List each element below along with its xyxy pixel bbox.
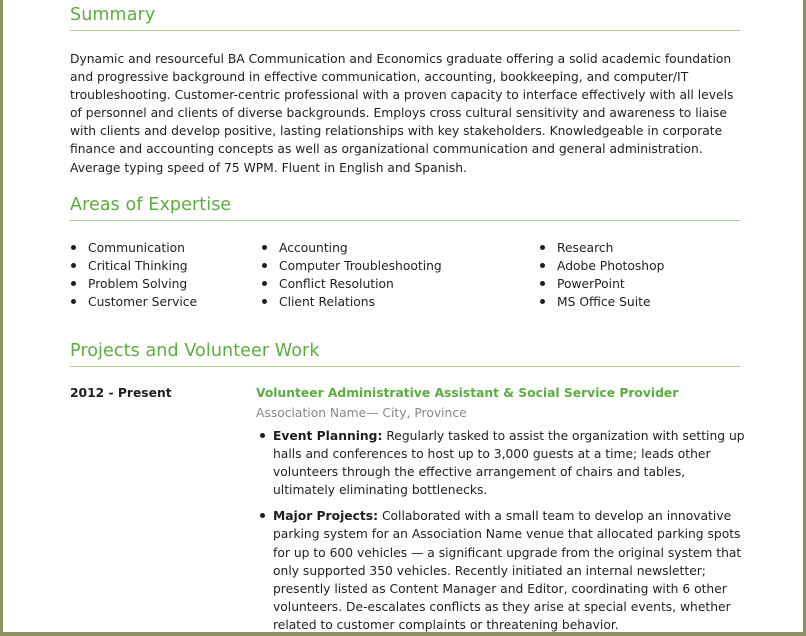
expertise-item: Research [539, 239, 664, 257]
expertise-item: Customer Service [70, 293, 197, 311]
bullet-label: Major Projects: [273, 509, 379, 524]
projects-heading: Projects and Volunteer Work [70, 341, 740, 367]
bullet-text: Collaborated with a small team to develop an innovative parking system for an Association Name venue that allocated parking spots for up to 600 vehicles — a significant upgrade from the original system that only supported 350 vehicles. Recently initiated an internal newsletter; presently listed as Content Manager and Editor, coordinating with 6 other volunteers. De-escalates conflicts as they arise at special events, whether related to customer complaints or threatening behavior. [273, 509, 742, 632]
expertise-item: Conflict Resolution [261, 275, 442, 293]
expertise-item: MS Office Suite [539, 293, 664, 311]
expertise-item: Critical Thinking [70, 257, 197, 275]
summary-heading: Summary [70, 5, 740, 31]
expertise-item: Client Relations [261, 293, 442, 311]
bullet-text: Regularly tasked to assist the organization with setting up halls and conferences to host up to 3,000 guests at a time; leads other volunteers through the effective arrangement of chairs and tables, ultimately eliminating bottlenecks. [273, 429, 745, 498]
expertise-item: Communication [70, 239, 197, 257]
summary-paragraph: Dynamic and resourceful BA Communication and Economics graduate offering a solid academic foundation and progressive background in effective communication, accounting, bookkeeping, and computer/IT troubleshooting. Customer-centric professional with a proven capacity to interface effectively with all levels of personnel and clients of diverse backgrounds. Employs cross cultural sensitivity and awareness to liaise with clients and develop positive, lasting relationships with key stakeholders. Knowledgeable in corporate finance and accounting concepts as well as organizational communication and general administration. Average typing speed of 75 WPM. Fluent in English and Spanish. [70, 52, 734, 175]
expertise-item: PowerPoint [539, 275, 664, 293]
expertise-item: Problem Solving [70, 275, 197, 293]
resume-page [3, 0, 803, 632]
bullet-item [256, 507, 746, 632]
expertise-heading: Areas of Expertise [70, 195, 740, 221]
entry-date: 2012 - Present [70, 386, 172, 400]
expertise-item: Adobe Photoshop [539, 257, 664, 275]
expertise-item: Accounting [261, 239, 442, 257]
expertise-column-2 [261, 239, 442, 311]
expertise-item: Computer Troubleshooting [261, 257, 442, 275]
bullet-label: Event Planning: [273, 429, 383, 443]
entry-organization: Association Name— City, Province [256, 406, 467, 420]
entry-bullets [256, 427, 746, 632]
expertise-column-1 [70, 239, 197, 311]
bullet-item [256, 427, 746, 499]
expertise-column-3 [539, 239, 664, 311]
entry-role: Volunteer Administrative Assistant & Social Service Provider [256, 386, 679, 400]
